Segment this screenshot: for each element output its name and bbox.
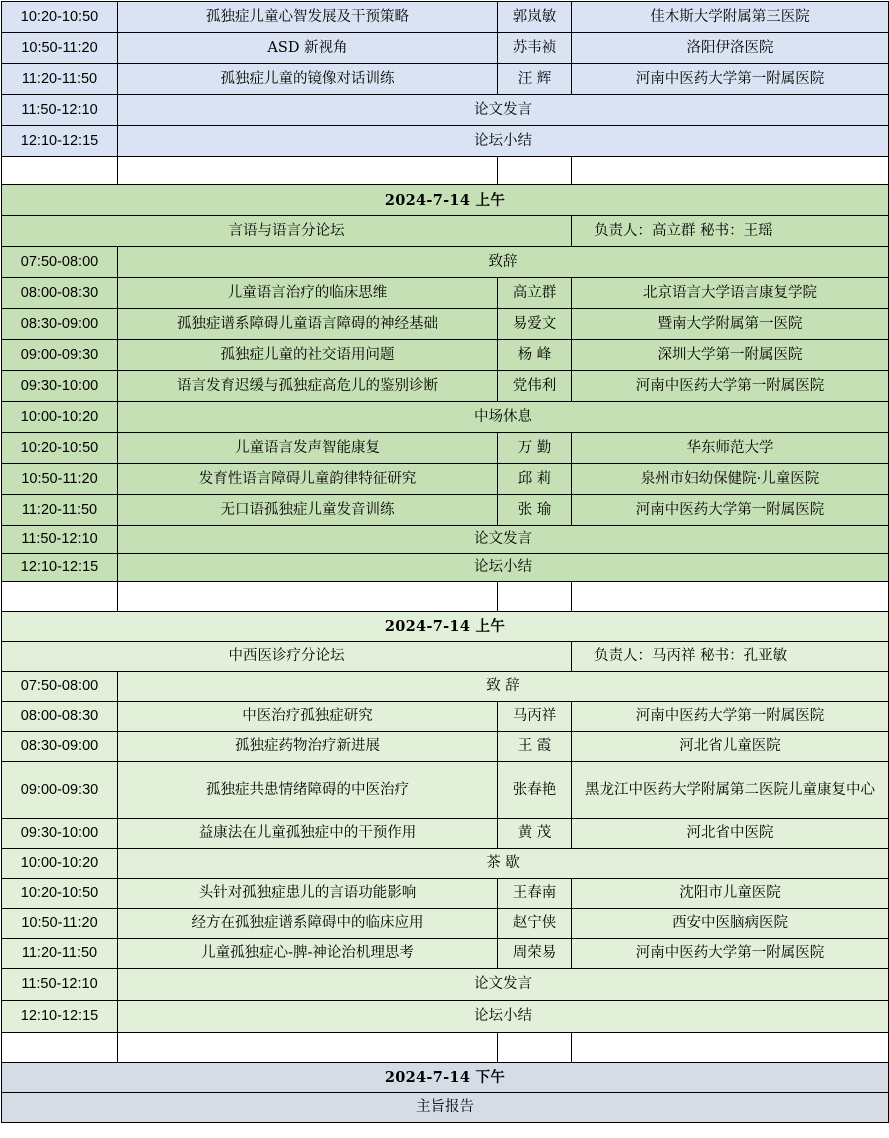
org-cell: 深圳大学第一附属医院 [572, 340, 889, 371]
forum-leader: 负责人：高立群 秘书：王瑶 [572, 216, 889, 247]
date-header: 2024-7-14 上午 [2, 612, 889, 642]
empty-cell [572, 582, 889, 612]
merged-cell: 论文发言 [118, 95, 889, 126]
time-cell: 09:00-09:30 [2, 340, 118, 371]
forum-title: 言语与语言分论坛 [2, 216, 572, 247]
table-row [2, 309, 889, 340]
org-cell: 河南中医药大学第一附属医院 [572, 371, 889, 402]
org-cell: 北京语言大学语言康复学院 [572, 278, 889, 309]
speaker-cell: 郭岚敏 [498, 2, 572, 33]
topic-cell: 孤独症儿童的镜像对话训练 [118, 64, 498, 95]
table-row [2, 371, 889, 402]
topic-cell: 无口语孤独症儿童发音训练 [118, 495, 498, 526]
speaker-cell: 马丙祥 [498, 702, 572, 732]
time-cell: 11:50-12:10 [2, 95, 118, 126]
speaker-cell: 王春南 [498, 879, 572, 909]
empty-cell [572, 1033, 889, 1063]
time-cell: 09:30-10:00 [2, 371, 118, 402]
speaker-cell: 杨 峰 [498, 340, 572, 371]
topic-cell: 孤独症谱系障碍儿童语言障碍的神经基础 [118, 309, 498, 340]
time-cell: 11:50-12:10 [2, 526, 118, 554]
speaker-cell: 张春艳 [498, 762, 572, 819]
time-cell: 10:50-11:20 [2, 909, 118, 939]
date-header: 2024-7-14 上午 [2, 185, 889, 216]
table-row [2, 849, 889, 879]
topic-cell: 儿童语言发声智能康复 [118, 433, 498, 464]
table-row [2, 554, 889, 582]
topic-cell: 孤独症儿童心智发展及干预策略 [118, 2, 498, 33]
date-row [2, 612, 889, 642]
date-header: 2024-7-14 下午 [2, 1063, 889, 1093]
org-cell: 沈阳市儿童医院 [572, 879, 889, 909]
table-row [2, 464, 889, 495]
topic-cell: 发育性语言障碍儿童韵律特征研究 [118, 464, 498, 495]
speaker-cell: 周荣易 [498, 939, 572, 969]
time-cell: 09:00-09:30 [2, 762, 118, 819]
empty-cell [2, 157, 118, 185]
speaker-cell: 万 勤 [498, 433, 572, 464]
table-row [2, 247, 889, 278]
time-cell: 10:50-11:20 [2, 464, 118, 495]
table-row [2, 126, 889, 157]
merged-cell: 论坛小结 [118, 554, 889, 582]
spacer-row [2, 582, 889, 612]
table-row [2, 1001, 889, 1033]
topic-cell: 益康法在儿童孤独症中的干预作用 [118, 819, 498, 849]
topic-cell: 孤独症共患情绪障碍的中医治疗 [118, 762, 498, 819]
time-cell: 10:20-10:50 [2, 433, 118, 464]
speaker-cell: 高立群 [498, 278, 572, 309]
speaker-cell: 易爱文 [498, 309, 572, 340]
empty-cell [118, 1033, 498, 1063]
table-row [2, 909, 889, 939]
forum-title: 中西医诊疗分论坛 [2, 642, 572, 672]
speaker-cell: 黄 茂 [498, 819, 572, 849]
topic-cell: 孤独症儿童的社交语用问题 [118, 340, 498, 371]
table-row [2, 819, 889, 849]
spacer-row [2, 157, 889, 185]
org-cell: 河南中医药大学第一附属医院 [572, 939, 889, 969]
time-cell: 08:30-09:00 [2, 309, 118, 340]
org-cell: 暨南大学附属第一医院 [572, 309, 889, 340]
org-cell: 佳木斯大学附属第三医院 [572, 2, 889, 33]
time-cell: 08:30-09:00 [2, 732, 118, 762]
forum-title-row [2, 216, 889, 247]
org-cell: 河北省中医院 [572, 819, 889, 849]
org-cell: 华东师范大学 [572, 433, 889, 464]
topic-cell: ASD 新视角 [118, 33, 498, 64]
time-cell: 12:10-12:15 [2, 1001, 118, 1033]
time-cell: 10:20-10:50 [2, 2, 118, 33]
empty-cell [2, 1033, 118, 1063]
time-cell: 07:50-08:00 [2, 672, 118, 702]
topic-cell: 语言发育迟缓与孤独症高危儿的鉴别诊断 [118, 371, 498, 402]
org-cell: 河北省儿童医院 [572, 732, 889, 762]
merged-cell: 中场休息 [118, 402, 889, 433]
time-cell: 10:00-10:20 [2, 849, 118, 879]
time-cell: 12:10-12:15 [2, 126, 118, 157]
forum-title: 主旨报告 [2, 1093, 889, 1123]
table-row [2, 433, 889, 464]
table-row [2, 702, 889, 732]
speaker-cell: 苏韦祯 [498, 33, 572, 64]
merged-cell: 论坛小结 [118, 126, 889, 157]
empty-cell [118, 582, 498, 612]
topic-cell: 儿童语言治疗的临床思维 [118, 278, 498, 309]
topic-cell: 中医治疗孤独症研究 [118, 702, 498, 732]
table-row [2, 2, 889, 33]
empty-cell [2, 582, 118, 612]
time-cell: 07:50-08:00 [2, 247, 118, 278]
org-cell: 黑龙江中医药大学附属第二医院儿童康复中心 [572, 762, 889, 819]
table-row [2, 969, 889, 1001]
org-cell: 河南中医药大学第一附属医院 [572, 702, 889, 732]
forum-leader: 负责人：马丙祥 秘书：孔亚敏 [572, 642, 889, 672]
forum-title-row [2, 642, 889, 672]
time-cell: 10:50-11:20 [2, 33, 118, 64]
merged-cell: 论文发言 [118, 969, 889, 1001]
org-cell: 河南中医药大学第一附属医院 [572, 64, 889, 95]
topic-cell: 头针对孤独症患儿的言语功能影响 [118, 879, 498, 909]
time-cell: 12:10-12:15 [2, 554, 118, 582]
topic-cell: 经方在孤独症谱系障碍中的临床应用 [118, 909, 498, 939]
org-cell: 洛阳伊洛医院 [572, 33, 889, 64]
table-row [2, 939, 889, 969]
org-cell: 河南中医药大学第一附属医院 [572, 495, 889, 526]
empty-cell [498, 157, 572, 185]
merged-cell: 致辞 [118, 247, 889, 278]
time-cell: 10:20-10:50 [2, 879, 118, 909]
time-cell: 11:20-11:50 [2, 939, 118, 969]
table-row [2, 340, 889, 371]
time-cell: 08:00-08:30 [2, 278, 118, 309]
merged-cell: 致 辞 [118, 672, 889, 702]
date-row [2, 185, 889, 216]
table-row [2, 526, 889, 554]
merged-cell: 论文发言 [118, 526, 889, 554]
time-cell: 11:50-12:10 [2, 969, 118, 1001]
schedule-table [1, 1, 889, 1123]
date-row [2, 1063, 889, 1093]
empty-cell [572, 157, 889, 185]
topic-cell: 儿童孤独症心-脾-神论治机理思考 [118, 939, 498, 969]
spacer-row [2, 1033, 889, 1063]
table-row [2, 732, 889, 762]
speaker-cell: 邱 莉 [498, 464, 572, 495]
table-row [2, 278, 889, 309]
speaker-cell: 张 瑜 [498, 495, 572, 526]
table-row [2, 879, 889, 909]
time-cell: 08:00-08:30 [2, 702, 118, 732]
org-cell: 泉州市妇幼保健院·儿童医院 [572, 464, 889, 495]
table-row [2, 95, 889, 126]
time-cell: 11:20-11:50 [2, 64, 118, 95]
merged-cell: 论坛小结 [118, 1001, 889, 1033]
empty-cell [118, 157, 498, 185]
table-row [2, 402, 889, 433]
table-row [2, 64, 889, 95]
forum-title-row [2, 1093, 889, 1123]
org-cell: 西安中医脑病医院 [572, 909, 889, 939]
time-cell: 09:30-10:00 [2, 819, 118, 849]
topic-cell: 孤独症药物治疗新进展 [118, 732, 498, 762]
empty-cell [498, 582, 572, 612]
speaker-cell: 汪 辉 [498, 64, 572, 95]
table-row [2, 495, 889, 526]
merged-cell: 茶 歇 [118, 849, 889, 879]
speaker-cell: 党伟利 [498, 371, 572, 402]
table-row [2, 33, 889, 64]
speaker-cell: 赵宁侠 [498, 909, 572, 939]
time-cell: 10:00-10:20 [2, 402, 118, 433]
speaker-cell: 王 霞 [498, 732, 572, 762]
empty-cell [498, 1033, 572, 1063]
time-cell: 11:20-11:50 [2, 495, 118, 526]
table-row [2, 672, 889, 702]
table-row [2, 762, 889, 819]
